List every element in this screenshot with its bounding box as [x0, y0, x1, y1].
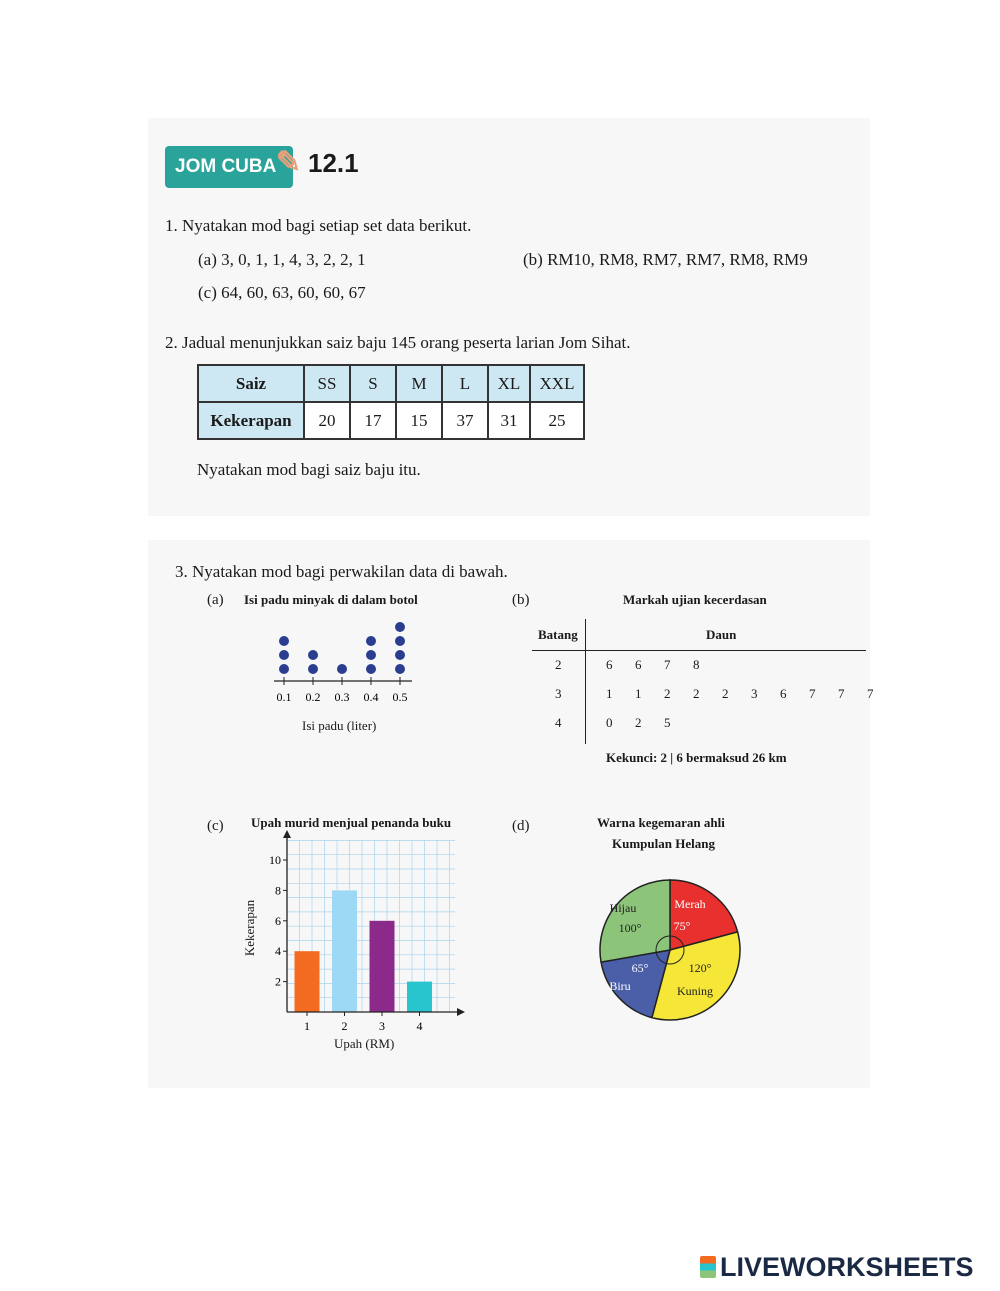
dot-plot-dot	[308, 650, 318, 660]
size-header: Saiz	[198, 365, 304, 402]
q2-text: 2. Jadual menunjukkan saiz baju 145 orang peserta larian Jom Sihat.	[165, 333, 631, 352]
dot-plot-dot	[279, 650, 289, 660]
pie-angle-label: 75°	[673, 919, 691, 933]
dot-plot-dot	[395, 636, 405, 646]
dot-plot	[260, 615, 430, 704]
leaf-value: 3	[751, 686, 758, 701]
bar-x-tick-label: 2	[341, 1019, 348, 1033]
bar-y-tick-label: 2	[275, 974, 281, 989]
dot-plot-dot	[308, 664, 318, 674]
dot-plot-tick-label: 0.2	[305, 690, 321, 704]
bar-y-tick-label: 10	[269, 853, 281, 867]
size-cell: XL	[488, 365, 530, 402]
leaf-value: 7	[838, 686, 845, 701]
pie-slice-label: Merah	[674, 897, 706, 911]
stem-value: 2	[555, 657, 562, 672]
bar	[332, 890, 357, 1012]
exercise-number: 12.1	[308, 148, 359, 178]
dot-plot-tick-label: 0.4	[363, 690, 379, 704]
pencil-icon: ✎	[275, 146, 301, 179]
dot-plot-xlabel: Isi padu (liter)	[302, 718, 377, 733]
bar-x-tick-label: 3	[379, 1019, 385, 1033]
dot-plot-dot	[279, 636, 289, 646]
bar-x-arrow	[457, 1008, 465, 1016]
logo-mark-icon	[700, 1256, 716, 1278]
bar-y-tick-label: 8	[275, 883, 281, 898]
stem-divider	[585, 619, 586, 744]
dot-plot-dot	[337, 664, 347, 674]
bar-chart	[245, 830, 470, 1033]
bar-chart-ylabel: Kekerapan	[242, 899, 258, 957]
size-cell: XXL	[530, 365, 584, 402]
size-cell: M	[396, 365, 442, 402]
stem-value: 4	[555, 715, 562, 730]
size-cell: SS	[304, 365, 350, 402]
dot-plot-title: Isi padu minyak di dalam botol	[244, 592, 418, 607]
q3-text: 3. Nyatakan mod bagi perwakilan data di bawah.	[175, 562, 508, 581]
bar-y-tick-label: 4	[275, 944, 281, 959]
leaf-value: 6	[635, 657, 642, 672]
pie-angle-label: 100°	[618, 921, 642, 935]
dot-plot-dot	[279, 664, 289, 674]
frequency-cell: 20	[304, 402, 350, 439]
leaf-value: 5	[664, 715, 671, 730]
leaf-value: 7	[664, 657, 671, 672]
leaf-value: 7	[867, 686, 874, 701]
size-row	[198, 365, 584, 402]
bar-chart-xlabel: Upah (RM)	[334, 1036, 395, 1051]
jom-cuba-badge	[165, 146, 301, 188]
frequency-cell: 17	[350, 402, 396, 439]
pie-angle-label: 120°	[688, 961, 712, 975]
size-cell: S	[350, 365, 396, 402]
dot-plot-dot	[395, 664, 405, 674]
frequency-cell: 31	[488, 402, 530, 439]
leaf-value: 8	[693, 657, 700, 672]
pie-chart	[590, 860, 750, 1040]
dot-plot-tick-label: 0.5	[392, 690, 408, 704]
frequency-row	[198, 402, 584, 439]
stem-leaf-key: Kekunci: 2 | 6 bermaksud 26 km	[606, 750, 787, 765]
dot-plot-tick-label: 0.3	[334, 690, 350, 704]
dot-plot-tick-label: 0.1	[276, 690, 292, 704]
frequency-header: Kekerapan	[198, 402, 304, 439]
q2-question: Nyatakan mod bagi saiz baju itu.	[197, 460, 421, 479]
bar	[407, 982, 432, 1012]
size-table	[197, 364, 585, 440]
bar-x-tick-label: 1	[304, 1019, 310, 1033]
leaf-value: 6	[606, 657, 613, 672]
stem-header: Batang	[538, 627, 578, 642]
size-cell: L	[442, 365, 488, 402]
badge-label: JOM CUBA	[175, 156, 277, 177]
part-c-label: (c)	[207, 818, 224, 834]
q1-text: 1. Nyatakan mod bagi setiap set data berikut.	[165, 216, 472, 235]
pie-slice-label: Biru	[609, 979, 631, 993]
bar	[295, 951, 320, 1012]
pie-slice-label: Kuning	[677, 984, 713, 998]
bar-x-tick-label: 4	[416, 1019, 423, 1033]
leaf-value: 0	[606, 715, 613, 730]
frequency-cell: 15	[396, 402, 442, 439]
leaf-value: 1	[635, 686, 642, 701]
leaf-value: 6	[780, 686, 787, 701]
bar-y-arrow	[283, 830, 291, 838]
watermark-text: LIVEWORKSHEETS	[720, 1252, 974, 1282]
dot-plot-dot	[366, 636, 376, 646]
liveworksheets-logo	[700, 1252, 974, 1283]
bar-chart-title: Upah murid menjual penanda buku	[251, 815, 452, 830]
stem-leaf-title: Markah ujian kecerdasan	[623, 592, 767, 607]
pie-angle-label: 65°	[631, 961, 649, 975]
q1-b: (b) RM10, RM8, RM7, RM7, RM8, RM9	[523, 250, 808, 269]
part-a-label: (a)	[207, 592, 224, 608]
dot-plot-dot	[395, 622, 405, 632]
bar-y-tick-label: 6	[275, 913, 281, 928]
dot-plot-dot	[366, 650, 376, 660]
leaf-value: 2	[722, 686, 729, 701]
leaf-value: 7	[809, 686, 816, 701]
leaf-value: 1	[606, 686, 613, 701]
leaf-value: 2	[693, 686, 700, 701]
header-divider	[532, 650, 866, 651]
frequency-cell: 25	[530, 402, 584, 439]
leaf-header: Daun	[706, 627, 737, 642]
pie-slice-label: Hijau	[609, 901, 637, 915]
leaf-value: 2	[664, 686, 671, 701]
pie-title-line2: Kumpulan Helang	[612, 836, 715, 851]
part-d-label: (d)	[512, 818, 530, 834]
dot-plot-dot	[395, 650, 405, 660]
stem-value: 3	[555, 686, 562, 701]
bar	[370, 921, 395, 1012]
part-b-label: (b)	[512, 592, 530, 608]
dot-plot-dot	[366, 664, 376, 674]
pie-title-line1: Warna kegemaran ahli	[597, 815, 725, 830]
leaf-value: 2	[635, 715, 642, 730]
frequency-cell: 37	[442, 402, 488, 439]
q1-a: (a) 3, 0, 1, 1, 4, 3, 2, 2, 1	[198, 250, 366, 269]
q1-c: (c) 64, 60, 63, 60, 60, 67	[198, 283, 366, 302]
